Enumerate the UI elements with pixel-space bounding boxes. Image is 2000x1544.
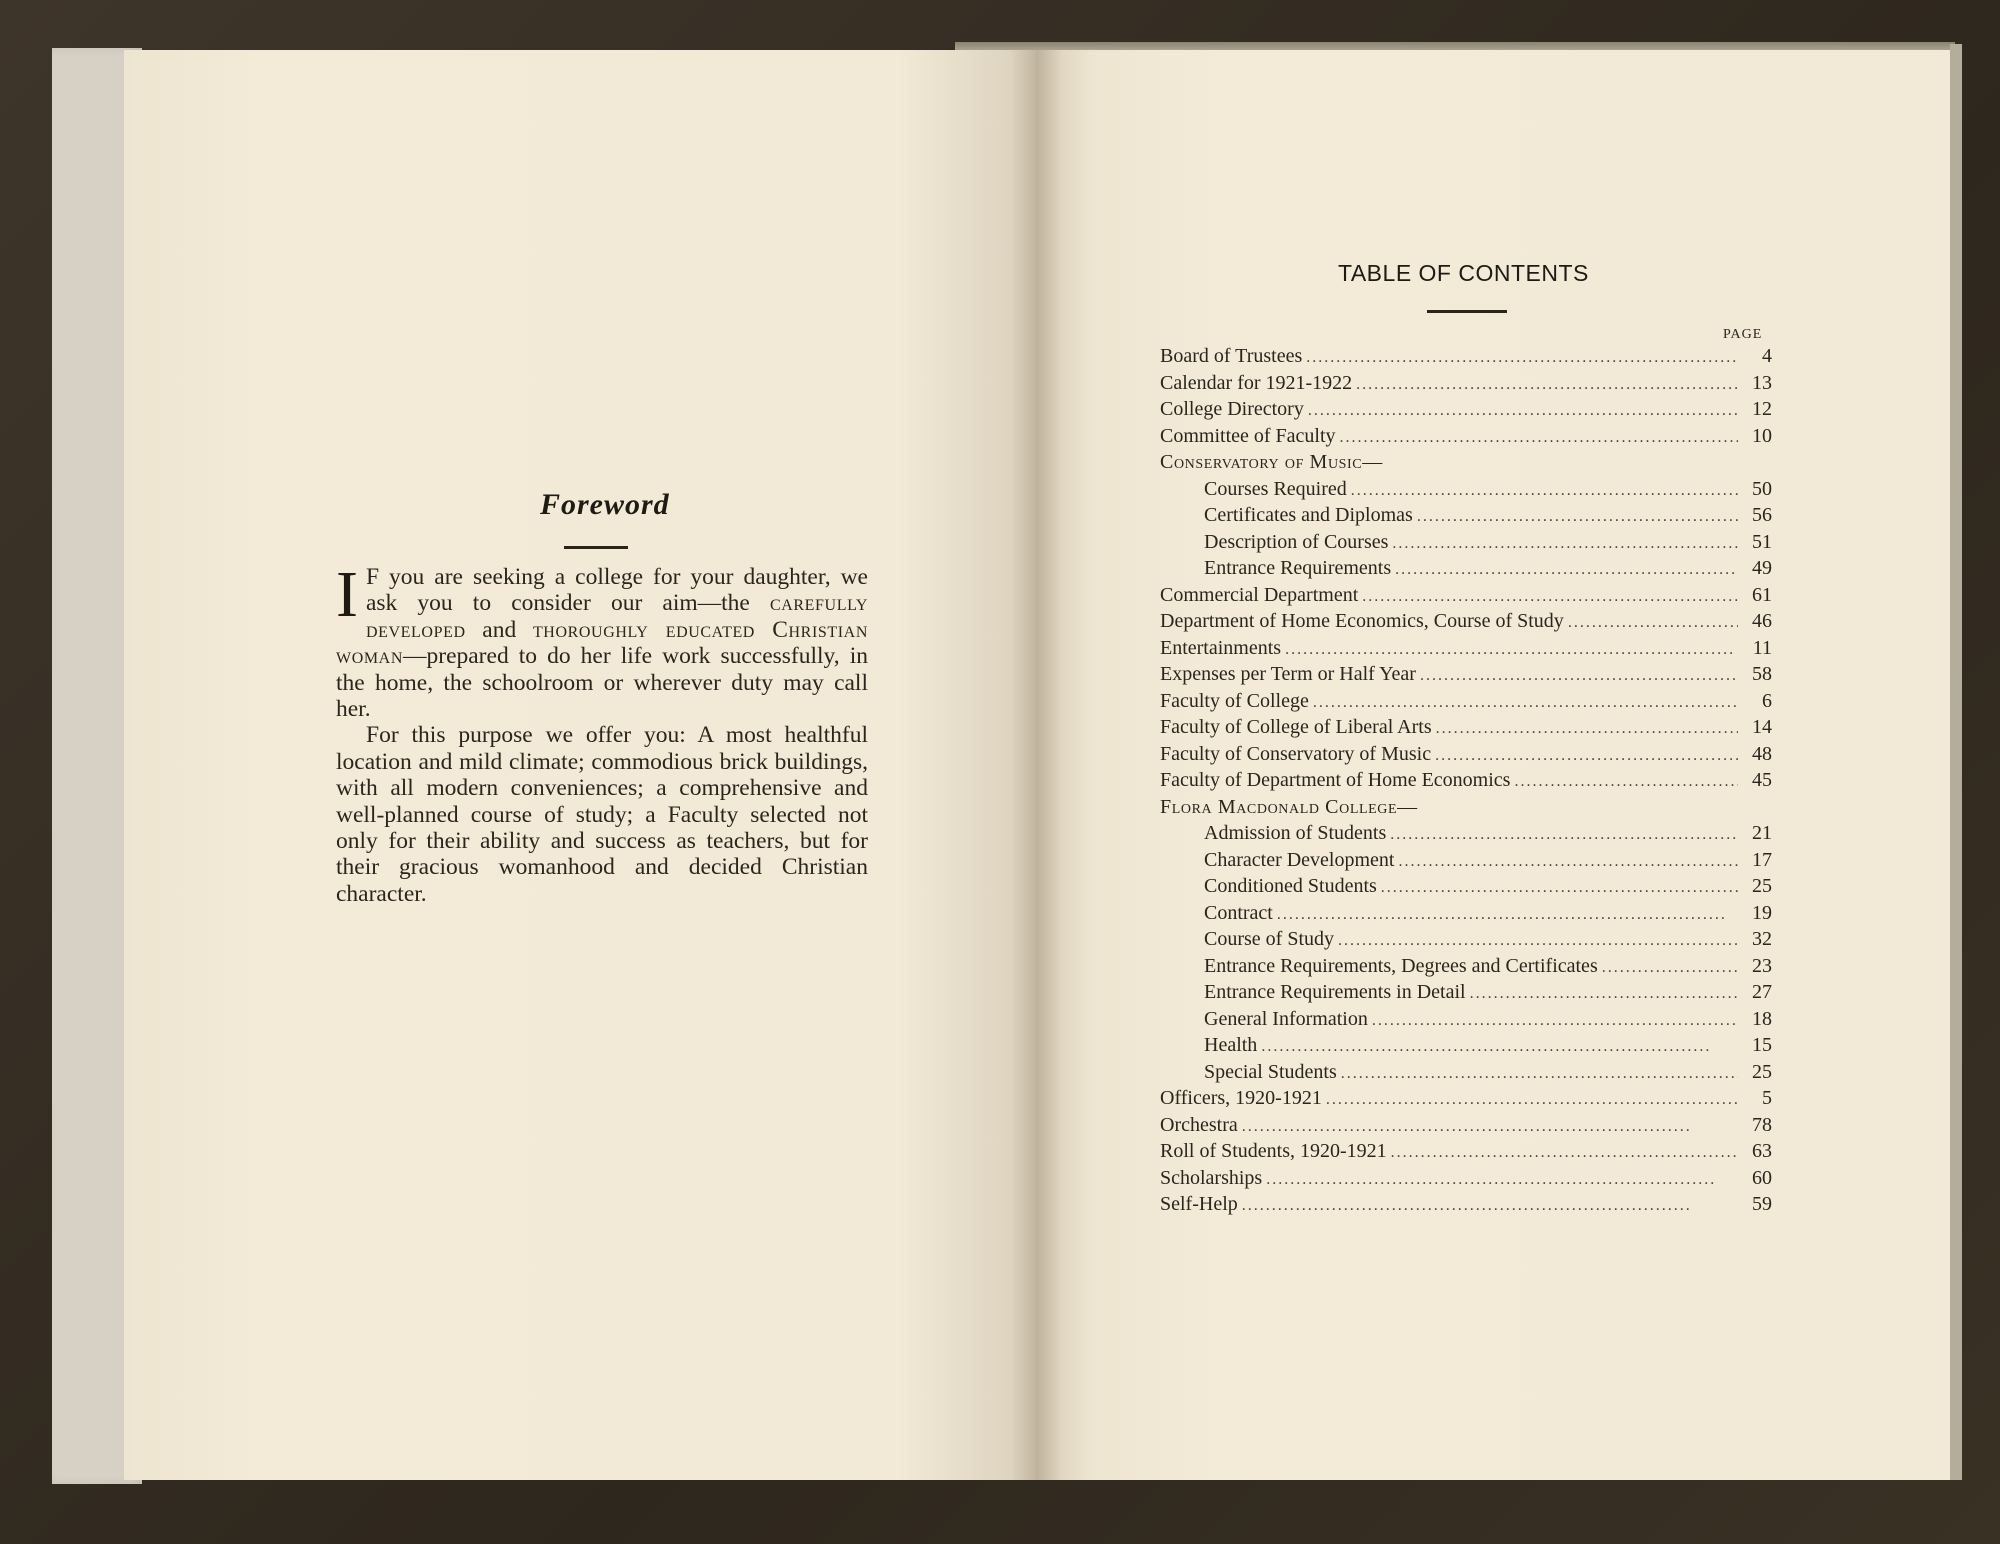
toc-entry-page: 60 bbox=[1752, 1166, 1772, 1189]
toc-entry-label: Entertainments bbox=[1160, 636, 1282, 659]
toc-entry bbox=[1160, 847, 1772, 874]
toc-entry-label: Scholarships bbox=[1160, 1166, 1263, 1189]
toc-entry bbox=[1160, 714, 1772, 741]
toc-entry bbox=[1160, 1112, 1772, 1139]
toc-leader-dots bbox=[1313, 690, 1738, 717]
toc-entry-label: Description of Courses bbox=[1204, 530, 1389, 553]
toc-entry-page: 13 bbox=[1752, 371, 1772, 394]
toc-entry-page: 48 bbox=[1752, 742, 1772, 765]
book-gutter bbox=[1010, 50, 1062, 1480]
toc-entry-page: 17 bbox=[1752, 848, 1772, 871]
toc-entry-page: 25 bbox=[1752, 875, 1772, 897]
toc-entry-page: 6 bbox=[1762, 689, 1772, 712]
toc-leader-dots bbox=[1568, 610, 1738, 637]
toc-entry-label: Faculty of Department of Home Economics bbox=[1160, 769, 1511, 791]
toc-entry bbox=[1160, 1032, 1772, 1059]
toc-leader-dots bbox=[1514, 769, 1738, 796]
toc-entry bbox=[1160, 502, 1772, 529]
toc-entry bbox=[1160, 820, 1772, 847]
toc-entry-page: 25 bbox=[1752, 1060, 1772, 1083]
toc-entry-page: 50 bbox=[1752, 477, 1772, 500]
toc-entry bbox=[1160, 1059, 1772, 1086]
toc-leader-dots bbox=[1381, 875, 1738, 902]
toc-section-heading bbox=[1160, 449, 1772, 476]
toc-leader-dots bbox=[1356, 372, 1738, 399]
dropcap: I bbox=[336, 558, 358, 631]
toc-entry-page: 21 bbox=[1752, 822, 1772, 844]
toc-entry-page: 4 bbox=[1762, 345, 1772, 367]
toc-title-rule bbox=[1427, 310, 1507, 313]
toc-entry-label: Special Students bbox=[1204, 1060, 1337, 1083]
page-block-right-edge bbox=[1950, 44, 1962, 1480]
toc-entry-label: Courses Required bbox=[1204, 477, 1347, 500]
toc-entry-label: Roll of Students, 1920-1921 bbox=[1160, 1140, 1387, 1162]
foreword-title-rule bbox=[564, 546, 628, 549]
toc-entry bbox=[1160, 370, 1772, 397]
toc-entry-page: 27 bbox=[1752, 981, 1772, 1003]
toc-entry bbox=[1160, 635, 1772, 662]
toc-leader-dots bbox=[1602, 955, 1738, 982]
toc-entry-label: Certificates and Diplomas bbox=[1204, 504, 1413, 526]
foreword-title: Foreword bbox=[540, 488, 670, 521]
toc-entry bbox=[1160, 1191, 1772, 1218]
toc-leader-dots bbox=[1435, 743, 1738, 770]
toc-entry-page: 18 bbox=[1752, 1007, 1772, 1030]
toc-leader-dots bbox=[1398, 849, 1738, 876]
toc-entry-label: Committee of Faculty bbox=[1160, 424, 1336, 447]
toc-entry-label: Officers, 1920-1921 bbox=[1160, 1087, 1322, 1109]
toc-entry-label: Commercial Department bbox=[1160, 583, 1359, 606]
toc-leader-dots bbox=[1417, 504, 1738, 531]
toc-entry-label: Calendar for 1921-1922 bbox=[1160, 371, 1353, 394]
toc-entry bbox=[1160, 926, 1772, 953]
toc-entry bbox=[1160, 873, 1772, 900]
toc-entry-page: 19 bbox=[1752, 901, 1772, 924]
toc-list bbox=[1160, 343, 1772, 1218]
toc-leader-dots bbox=[1390, 822, 1738, 849]
toc-entry-label: Faculty of College of Liberal Arts bbox=[1160, 716, 1432, 738]
toc-entry-label: Conservatory of Music— bbox=[1160, 451, 1383, 473]
toc-entry-page: 78 bbox=[1752, 1113, 1772, 1136]
toc-entry-page: 15 bbox=[1752, 1034, 1772, 1056]
toc-page-column-header: PAGE bbox=[1723, 327, 1763, 342]
toc-leader-dots bbox=[1340, 425, 1738, 452]
toc-entry-page: 51 bbox=[1752, 530, 1772, 553]
toc-leader-dots bbox=[1436, 716, 1738, 743]
toc-entry bbox=[1160, 1138, 1772, 1165]
toc-entry bbox=[1160, 661, 1772, 688]
foreword-body bbox=[336, 558, 868, 907]
toc-entry bbox=[1160, 688, 1772, 715]
foreword-p1-smallcaps-2: thoroughly educated Christian woman bbox=[336, 616, 868, 670]
toc-entry bbox=[1160, 343, 1772, 370]
toc-entry-page: 63 bbox=[1752, 1140, 1772, 1162]
toc-entry-label: Self-Help bbox=[1160, 1193, 1238, 1215]
toc-entry bbox=[1160, 953, 1772, 980]
toc-entry bbox=[1160, 1085, 1772, 1112]
toc-leader-dots bbox=[1351, 478, 1738, 505]
toc-entry-page: 14 bbox=[1752, 716, 1772, 738]
toc-entry bbox=[1160, 741, 1772, 768]
toc-entry-label: Contract bbox=[1204, 901, 1273, 924]
toc-entry-label: Character Development bbox=[1204, 848, 1395, 871]
toc-leader-dots bbox=[1338, 928, 1738, 955]
toc-entry-label: Entrance Requirements bbox=[1204, 557, 1392, 579]
toc-entry-label: Board of Trustees bbox=[1160, 345, 1303, 367]
toc-entry-page: 61 bbox=[1752, 583, 1772, 606]
foreword-paragraph-2: For this purpose we offer you: A most healthful location and mild climate; commodious brick buildings, with all modern conveniences; a comprehensive and well-planned course of study; a Faculty selected not only for their ability and success as teachers, but for their gracious womanhood and decided Christian character. bbox=[336, 722, 868, 907]
toc-leader-dots bbox=[1277, 902, 1738, 929]
toc-entry-page: 5 bbox=[1762, 1087, 1772, 1109]
toc-leader-dots bbox=[1362, 584, 1738, 611]
toc-entry bbox=[1160, 529, 1772, 556]
toc-entry-page: 58 bbox=[1752, 663, 1772, 685]
toc-leader-dots bbox=[1395, 557, 1738, 584]
toc-section-heading bbox=[1160, 794, 1772, 821]
toc-leader-dots bbox=[1285, 637, 1738, 664]
toc-entry-label: Faculty of College bbox=[1160, 689, 1309, 712]
toc-entry-page: 59 bbox=[1752, 1193, 1772, 1215]
toc-title: TABLE OF CONTENTS bbox=[1338, 260, 1589, 286]
toc-leader-dots bbox=[1261, 1034, 1738, 1061]
foreword-p1-part-c: —prepared to do her life work successfully, in the home, the schoolroom or wherever duty may call her. bbox=[336, 643, 868, 723]
toc-entry bbox=[1160, 900, 1772, 927]
toc-entry-page: 45 bbox=[1752, 769, 1772, 791]
toc-entry bbox=[1160, 582, 1772, 609]
foreword-p1-part-b: and bbox=[465, 616, 533, 643]
toc-entry-label: Flora Macdonald College— bbox=[1160, 795, 1418, 818]
toc-entry-label: College Directory bbox=[1160, 398, 1304, 420]
toc-leader-dots bbox=[1420, 663, 1738, 690]
toc-entry-label: Entrance Requirements in Detail bbox=[1204, 981, 1466, 1003]
foreword-p1-part-a: F you are seeking a college for your daughter, we ask you to consider our aim—the bbox=[365, 564, 868, 617]
foreword-paragraph-1 bbox=[336, 558, 868, 723]
toc-leader-dots bbox=[1326, 1087, 1738, 1114]
foreword-p1-smallcaps-1: carefully developed bbox=[365, 590, 868, 643]
toc-entry bbox=[1160, 396, 1772, 423]
toc-entry-label: Expenses per Term or Half Year bbox=[1160, 663, 1416, 685]
toc-entry-label: Orchestra bbox=[1160, 1113, 1238, 1136]
toc-entry-page: 56 bbox=[1752, 504, 1772, 526]
toc-entry bbox=[1160, 608, 1772, 635]
toc-entry bbox=[1160, 555, 1772, 582]
toc-leader-dots bbox=[1308, 398, 1738, 425]
toc-entry-label: Health bbox=[1204, 1034, 1258, 1056]
toc-entry-label: Faculty of Conservatory of Music bbox=[1160, 742, 1432, 765]
toc-entry-page: 10 bbox=[1752, 424, 1772, 447]
toc-entry-label: Conditioned Students bbox=[1204, 875, 1377, 897]
toc-entry bbox=[1160, 423, 1772, 450]
toc-entry-page: 32 bbox=[1752, 928, 1772, 950]
toc-leader-dots bbox=[1470, 981, 1738, 1008]
toc-leader-dots bbox=[1392, 531, 1738, 558]
toc-entry-label: General Information bbox=[1204, 1007, 1368, 1030]
toc-leader-dots bbox=[1306, 345, 1738, 372]
toc-entry-page: 23 bbox=[1752, 954, 1772, 977]
toc-leader-dots bbox=[1372, 1008, 1738, 1035]
toc-entry bbox=[1160, 1165, 1772, 1192]
toc-leader-dots bbox=[1242, 1193, 1738, 1220]
toc-entry-label: Department of Home Economics, Course of Study bbox=[1160, 610, 1564, 632]
toc-entry-page: 11 bbox=[1752, 636, 1772, 659]
toc-entry-label: Course of Study bbox=[1204, 928, 1334, 950]
toc-entry-label: Admission of Students bbox=[1204, 822, 1387, 844]
toc-leader-dots bbox=[1391, 1140, 1738, 1167]
toc-entry-page: 49 bbox=[1752, 557, 1772, 579]
toc-entry-label: Entrance Requirements, Degrees and Certificates bbox=[1204, 954, 1598, 977]
toc-entry bbox=[1160, 1006, 1772, 1033]
toc-leader-dots bbox=[1266, 1167, 1738, 1194]
toc-leader-dots bbox=[1341, 1061, 1738, 1088]
toc-entry bbox=[1160, 979, 1772, 1006]
toc-entry-page: 12 bbox=[1752, 398, 1772, 420]
toc-entry-page: 46 bbox=[1752, 610, 1772, 632]
toc-leader-dots bbox=[1242, 1114, 1738, 1141]
toc-entry bbox=[1160, 476, 1772, 503]
toc-entry bbox=[1160, 767, 1772, 794]
